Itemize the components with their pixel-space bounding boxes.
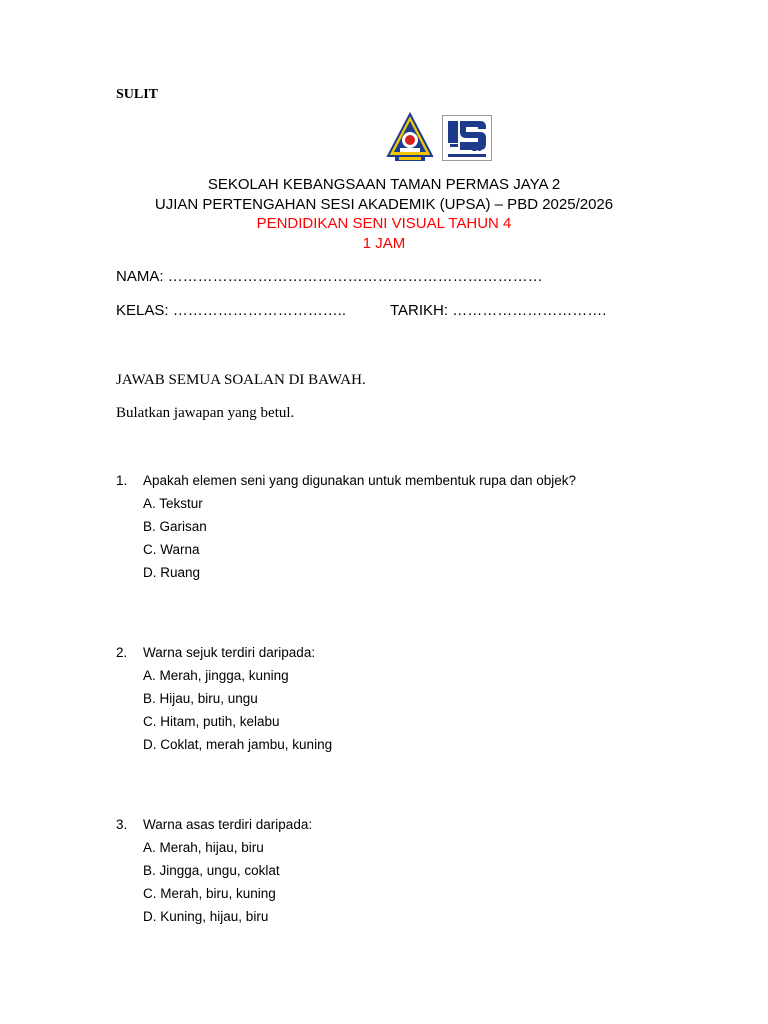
option-b[interactable]: B. Jingga, ungu, coklat (143, 863, 280, 878)
question-2 (116, 641, 332, 756)
exam-header (0, 175, 768, 253)
question-number: 1. (116, 473, 128, 488)
exam-title: UJIAN PERTENGAHAN SESI AKADEMIK (UPSA) – PBD 2025/2026 (154, 195, 614, 213)
option-d[interactable]: D. Coklat, merah jambu, kuning (143, 737, 333, 752)
option-c[interactable]: C. Merah, biru, kuning (143, 886, 276, 901)
school-crest-icon (386, 112, 434, 162)
option-d[interactable]: D. Kuning, hijau, biru (143, 909, 269, 924)
question-3 (116, 813, 312, 928)
option-c[interactable]: C. Hitam, putih, kelabu (143, 714, 280, 729)
svg-text:25: 25 (472, 143, 483, 153)
option-a[interactable]: A. Merah, jingga, kuning (143, 668, 289, 683)
option-b[interactable]: B. Garisan (143, 519, 207, 534)
question-options (143, 492, 576, 584)
logos-row (384, 112, 496, 164)
kelas-field[interactable]: KELAS: …………………………….. (116, 302, 347, 319)
instruction-answer-all: JAWAB SEMUA SOALAN DI BAWAH. (116, 372, 366, 388)
option-b[interactable]: B. Hijau, biru, ungu (143, 691, 258, 706)
option-c[interactable]: C. Warna (143, 542, 200, 557)
question-number: 3. (116, 817, 128, 832)
question-1 (116, 469, 576, 584)
question-number: 2. (116, 645, 128, 660)
nama-field[interactable]: NAMA: ………………………………………………………………… (116, 268, 543, 285)
question-options (143, 664, 332, 756)
question-text: Warna asas terdiri daripada: (143, 817, 313, 832)
subject-title: PENDIDIKAN SENI VISUAL TAHUN 4 (256, 215, 512, 232)
upsa-25-logo-icon (442, 115, 492, 161)
option-d[interactable]: D. Ruang (143, 565, 201, 580)
question-text: Warna sejuk terdiri daripada: (143, 645, 316, 660)
school-name: SEKOLAH KEBANGSAAN TAMAN PERMAS JAYA 2 (207, 176, 561, 193)
question-text: Apakah elemen seni yang digunakan untuk membentuk rupa dan objek? (143, 473, 577, 488)
exam-duration: 1 JAM (362, 234, 406, 252)
question-options (143, 836, 312, 928)
classification-label: SULIT (116, 87, 159, 102)
option-a[interactable]: A. Tekstur (143, 496, 203, 511)
option-a[interactable]: A. Merah, hijau, biru (143, 840, 264, 855)
instruction-circle-answer: Bulatkan jawapan yang betul. (116, 405, 295, 421)
tarikh-field[interactable]: TARIKH: …………………………. (390, 302, 607, 319)
